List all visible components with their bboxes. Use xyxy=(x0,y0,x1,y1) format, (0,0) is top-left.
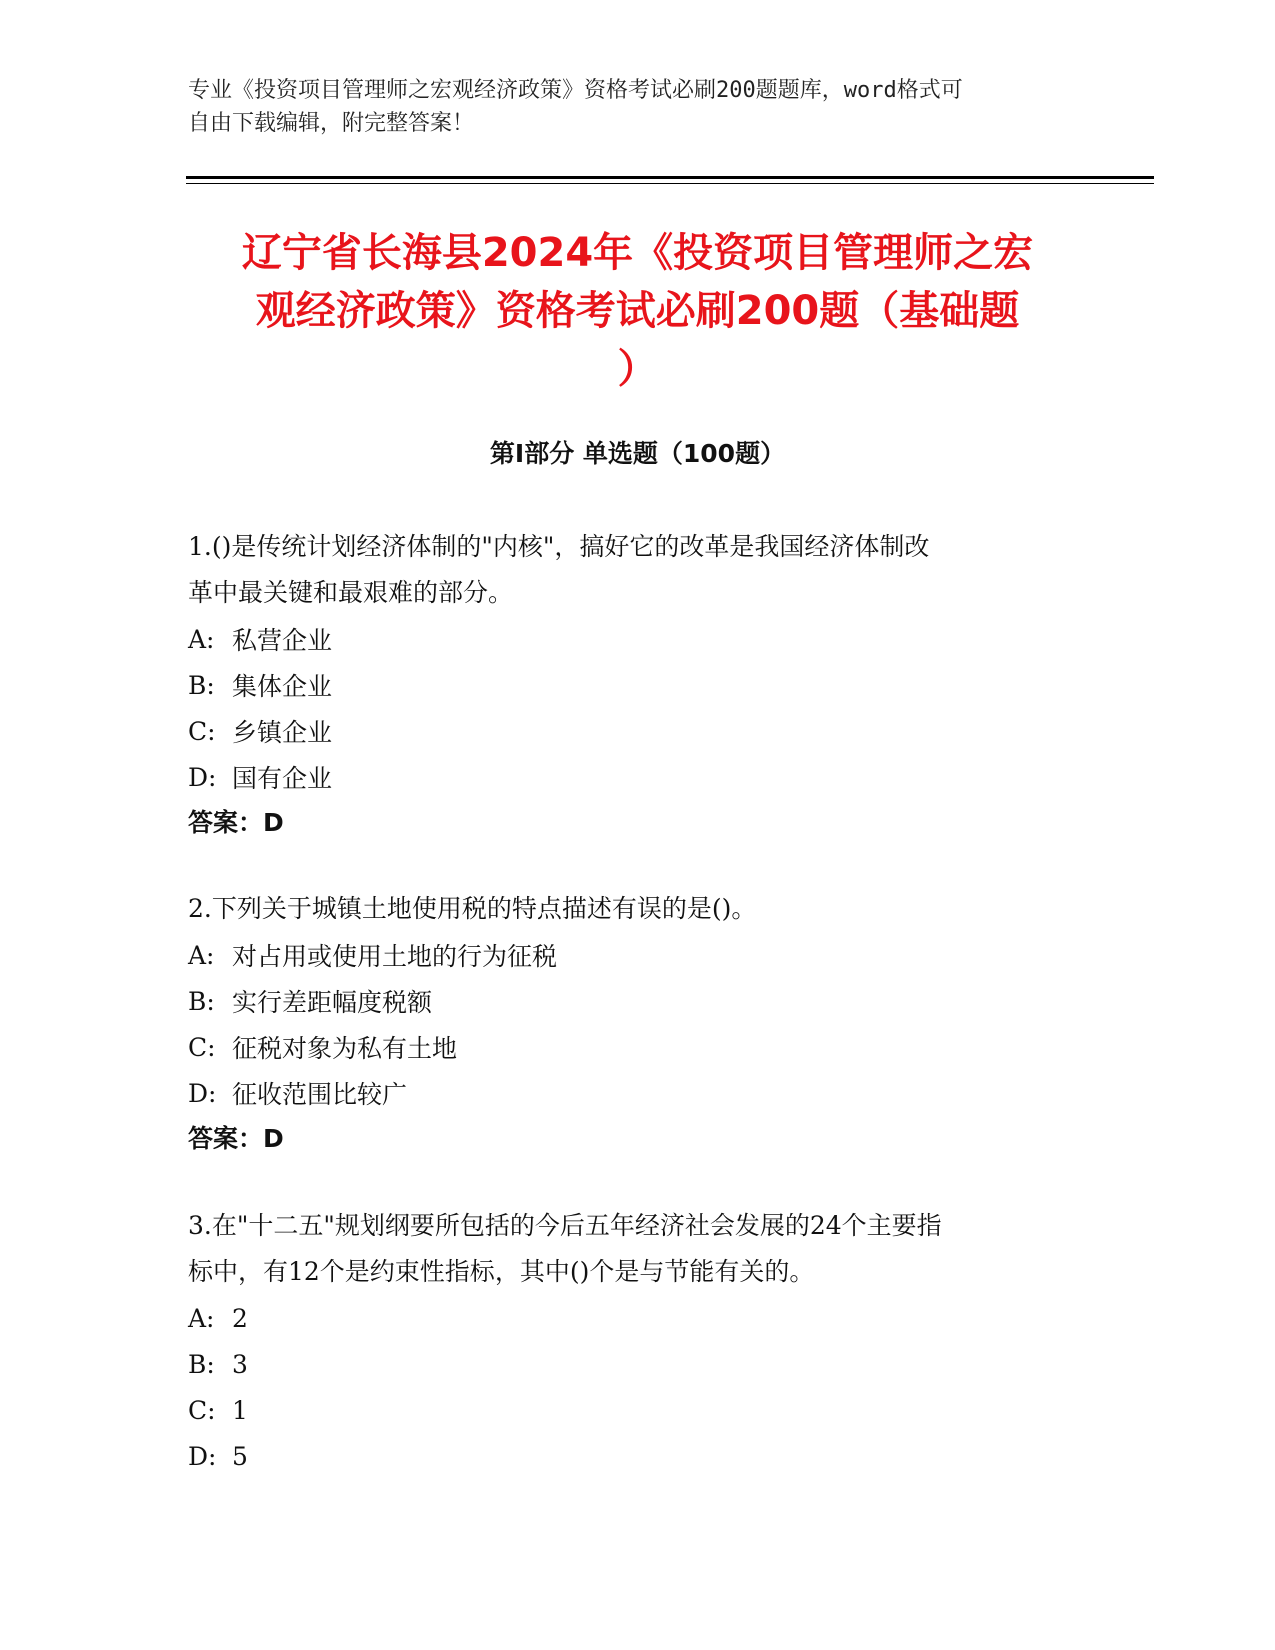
option-b xyxy=(188,662,1088,708)
section-title: 第I部分 单选题（100题） xyxy=(489,439,786,468)
question-stem-line-1: 2.下列关于城镇土地使用税的特点描述有误的是()。 xyxy=(188,894,757,923)
question-stem xyxy=(188,1203,1088,1295)
question-stem-line-2: 标中，有12个是约束性指标，其中()个是与节能有关的。 xyxy=(188,1257,815,1286)
option-text: 国有企业 xyxy=(232,764,333,793)
option-c xyxy=(188,1387,1088,1433)
option-text: 对占用或使用土地的行为征税 xyxy=(232,942,558,971)
question-3 xyxy=(188,1203,1088,1479)
option-letter: D: xyxy=(188,762,217,792)
option-d xyxy=(188,1433,1088,1479)
question-stem xyxy=(188,524,1088,616)
option-c xyxy=(188,708,1088,754)
document-header-note xyxy=(188,74,1068,140)
header-note-line-1: 专业《投资项目管理师之宏观经济政策》资格考试必刷200题题库，word格式可 xyxy=(188,78,963,103)
option-d xyxy=(188,1070,1088,1116)
header-divider-thin xyxy=(186,183,1154,184)
option-letter: D: xyxy=(188,1441,217,1471)
option-letter: D: xyxy=(188,1078,217,1108)
option-text: 集体企业 xyxy=(232,672,333,701)
option-letter: B: xyxy=(188,670,215,700)
option-text: 5 xyxy=(232,1441,248,1471)
option-letter: A: xyxy=(188,624,215,654)
option-a xyxy=(188,1295,1088,1341)
document-title xyxy=(160,224,1115,398)
option-text: 征税对象为私有土地 xyxy=(232,1034,458,1063)
option-a xyxy=(188,616,1088,662)
header-divider-thick xyxy=(186,176,1154,179)
option-text: 实行差距幅度税额 xyxy=(232,988,433,1017)
option-text: 3 xyxy=(232,1349,248,1379)
title-line-1: 辽宁省长海县2024年《投资项目管理师之宏 xyxy=(241,230,1034,276)
option-text: 私营企业 xyxy=(232,626,333,655)
option-text: 征收范围比较广 xyxy=(232,1080,408,1109)
option-a xyxy=(188,932,1088,978)
option-b xyxy=(188,1341,1088,1387)
option-letter: A: xyxy=(188,940,215,970)
question-2 xyxy=(188,886,1088,1162)
option-letter: C: xyxy=(188,716,216,746)
answer-label: 答案：D xyxy=(188,1124,284,1153)
option-b xyxy=(188,978,1088,1024)
option-text: 2 xyxy=(232,1303,248,1333)
question-stem xyxy=(188,886,1088,932)
option-c xyxy=(188,1024,1088,1070)
title-line-3: ） xyxy=(617,346,658,392)
option-letter: C: xyxy=(188,1032,216,1062)
option-letter: B: xyxy=(188,1349,215,1379)
question-1 xyxy=(188,524,1088,846)
option-letter: A: xyxy=(188,1303,215,1333)
question-stem-line-2: 革中最关键和最艰难的部分。 xyxy=(188,578,514,607)
question-stem-line-1: 3.在"十二五"规划纲要所包括的今后五年经济社会发展的24个主要指 xyxy=(188,1211,942,1240)
option-text: 1 xyxy=(232,1395,248,1425)
option-letter: B: xyxy=(188,986,215,1016)
option-d xyxy=(188,754,1088,800)
answer-label: 答案：D xyxy=(188,808,284,837)
option-letter: C: xyxy=(188,1395,216,1425)
question-stem-line-1: 1.()是传统计划经济体制的"内核"，搞好它的改革是我国经济体制改 xyxy=(188,532,930,561)
option-text: 乡镇企业 xyxy=(232,718,333,747)
header-note-line-2: 自由下载编辑，附完整答案！ xyxy=(188,111,475,136)
title-line-2: 观经济政策》资格考试必刷200题（基础题 xyxy=(255,288,1020,334)
